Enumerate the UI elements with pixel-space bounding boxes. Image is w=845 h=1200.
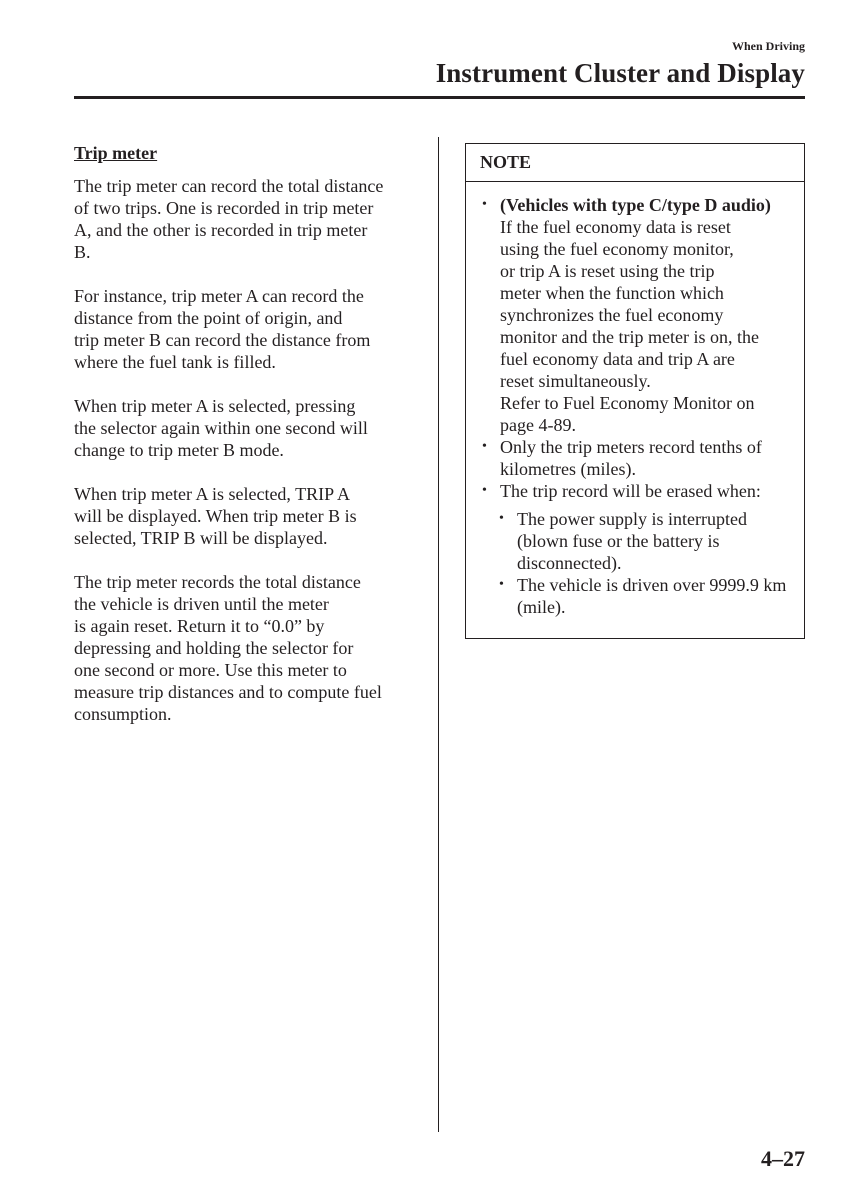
note-item [480, 436, 796, 480]
note-item-text: If the fuel economy data is reset using the fuel economy monitor, or trip A is reset using the trip meter when the function which synchronizes the fuel economy monitor and the trip meter is on, the fuel economy data and trip A are reset simultaneously. Refer to Fuel Economy Monitor on page 4-89. [500, 217, 759, 435]
note-sub-item [480, 508, 796, 574]
paragraph: The trip meter records the total distance the vehicle is driven until the meter is again reset. Return it to “0.0” by depressing and holding the selector for one second or more. Use this meter to measure trip distances and to compute fuel consumption. [74, 572, 382, 724]
note-box [465, 143, 805, 639]
section-label: When Driving [731, 39, 805, 53]
bullet-icon: • [482, 439, 487, 454]
note-body [466, 182, 804, 618]
page-title: Instrument Cluster and Display [435, 58, 805, 88]
note-sub-item-text: The power supply is interrupted (blown fuse or the battery is disconnected). [517, 509, 747, 573]
note-item [480, 194, 796, 436]
bullet-icon: • [499, 511, 504, 526]
trip-meter-section [74, 142, 424, 747]
note-sub-item [480, 574, 796, 618]
page-header [436, 38, 805, 89]
note-sub-list [480, 508, 796, 618]
column-divider [438, 137, 439, 1132]
paragraph: When trip meter A is selected, pressing the selector again within one second will change to trip meter B mode. [74, 396, 368, 460]
paragraph: The trip meter can record the total distance of two trips. One is recorded in trip meter A, and the other is recorded in trip meter B. [74, 176, 384, 262]
note-title: NOTE [466, 144, 804, 182]
page-number: 4–27 [761, 1146, 805, 1171]
bullet-icon: • [482, 197, 487, 212]
header-rule [74, 96, 805, 99]
section-subheading: Trip meter [74, 143, 158, 163]
note-item [480, 480, 796, 502]
note-item-heading: (Vehicles with type C/type D audio) [500, 195, 771, 215]
note-item-text: Only the trip meters record tenths of kilometres (miles). [500, 437, 762, 479]
note-item-text: The trip record will be erased when: [500, 481, 761, 501]
bullet-icon: • [499, 577, 504, 592]
note-sub-item-text: The vehicle is driven over 9999.9 km (mile). [517, 575, 787, 617]
paragraph: For instance, trip meter A can record the distance from the point of origin, and trip meter B can record the distance from where the fuel tank is filled. [74, 286, 371, 372]
paragraph: When trip meter A is selected, TRIP A will be displayed. When trip meter B is selected, TRIP B will be displayed. [74, 484, 357, 548]
bullet-icon: • [482, 483, 487, 498]
